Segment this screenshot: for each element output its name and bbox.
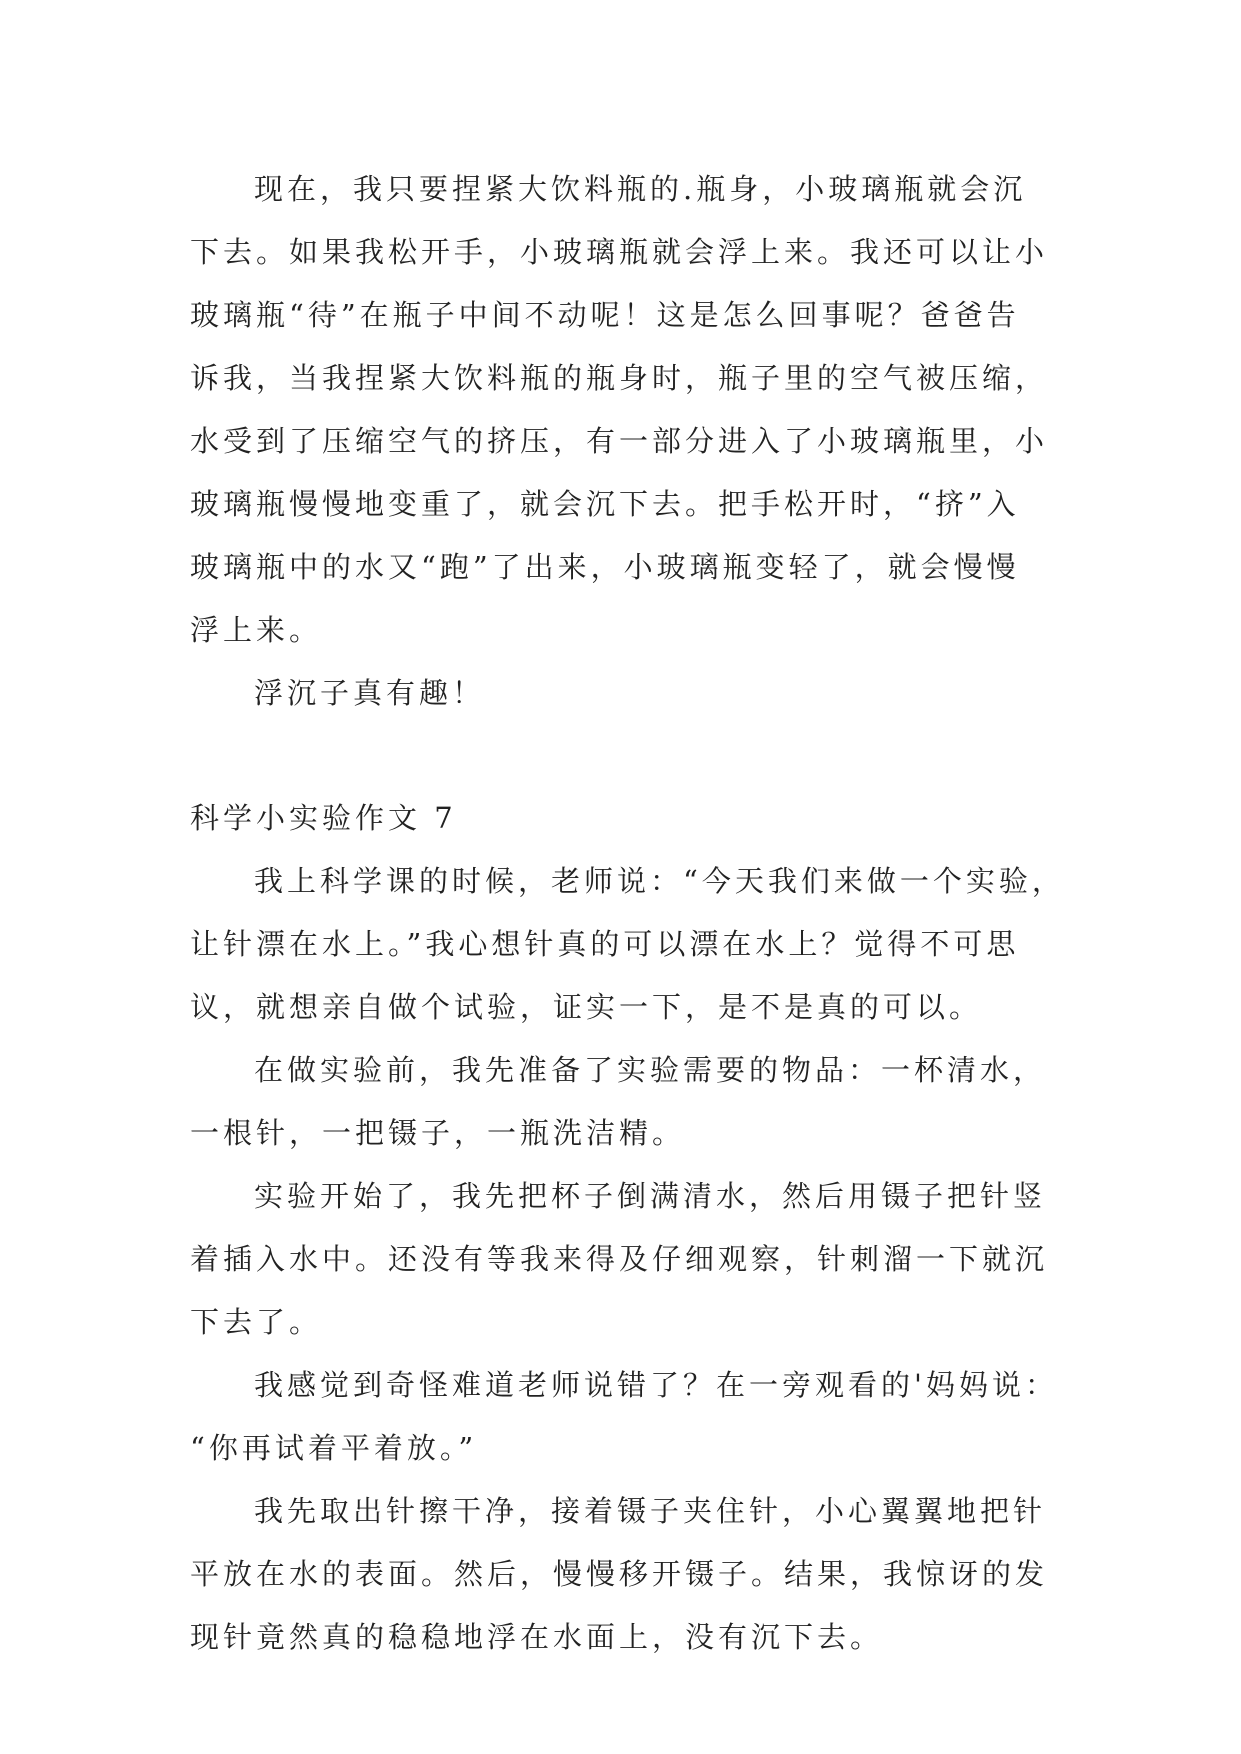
section-title: 科学小实验作文 7 (190, 801, 457, 835)
text-line: 一根针，一把镊子，一瓶洗洁精。 (190, 1116, 686, 1150)
paragraph (190, 1039, 1070, 1165)
paragraph (190, 1354, 1070, 1480)
text-line: 水受到了压缩空气的挤压，有一部分进入了小玻璃瓶里，小 (190, 424, 1049, 458)
document-body (190, 158, 1070, 1669)
paragraph (190, 850, 1070, 1039)
text-line: 浮沉子真有趣！ (254, 676, 486, 710)
text-line: 我先取出针擦干净，接着镊子夹住针，小心翼翼地把针 (254, 1494, 1047, 1528)
paragraph (190, 158, 1070, 662)
text-line: 我感觉到奇怪难道老师说错了？在一旁观看的'妈妈说： (254, 1368, 1058, 1402)
text-line: 现针竟然真的稳稳地浮在水面上，没有沉下去。 (190, 1620, 884, 1654)
text-line: 浮上来。 (190, 613, 323, 647)
text-line: 现在，我只要捏紧大饮料瓶的.瓶身，小玻璃瓶就会沉 (254, 172, 1027, 206)
text-line: 议，就想亲自做个试验，证实一下，是不是真的可以。 (190, 990, 983, 1024)
text-line: 着插入水中。还没有等我来得及仔细观察，针刺溜一下就沉 (190, 1242, 1049, 1276)
paragraph (190, 662, 1070, 725)
text-line: 诉我，当我捏紧大饮料瓶的瓶身时，瓶子里的空气被压缩， (190, 361, 1049, 395)
paragraph (190, 1480, 1070, 1669)
text-line: 我上科学课的时候，老师说：“今天我们来做一个实验， (254, 864, 1065, 898)
text-line: 玻璃瓶慢慢地变重了，就会沉下去。把手松开时，“挤”入 (190, 487, 1020, 521)
text-line: 平放在水的表面。然后，慢慢移开镊子。结果，我惊讶的发 (190, 1557, 1049, 1591)
text-line: 玻璃瓶“待”在瓶子中间不动呢！这是怎么回事呢？爸爸告 (190, 298, 1020, 332)
text-line: 下去。如果我松开手，小玻璃瓶就会浮上来。我还可以让小 (190, 235, 1049, 269)
text-line: 玻璃瓶中的水又“跑”了出来，小玻璃瓶变轻了，就会慢慢 (190, 550, 1020, 584)
text-line: “你再试着平着放。” (190, 1431, 478, 1465)
paragraph (190, 1165, 1070, 1354)
text-line: 实验开始了，我先把杯子倒满清水，然后用镊子把针竖 (254, 1179, 1047, 1213)
text-line: 让针漂在水上。”我心想针真的可以漂在水上？觉得不可思 (190, 927, 1020, 961)
text-line: 下去了。 (190, 1305, 323, 1339)
text-line: 在做实验前，我先准备了实验需要的物品：一杯清水， (254, 1053, 1047, 1087)
